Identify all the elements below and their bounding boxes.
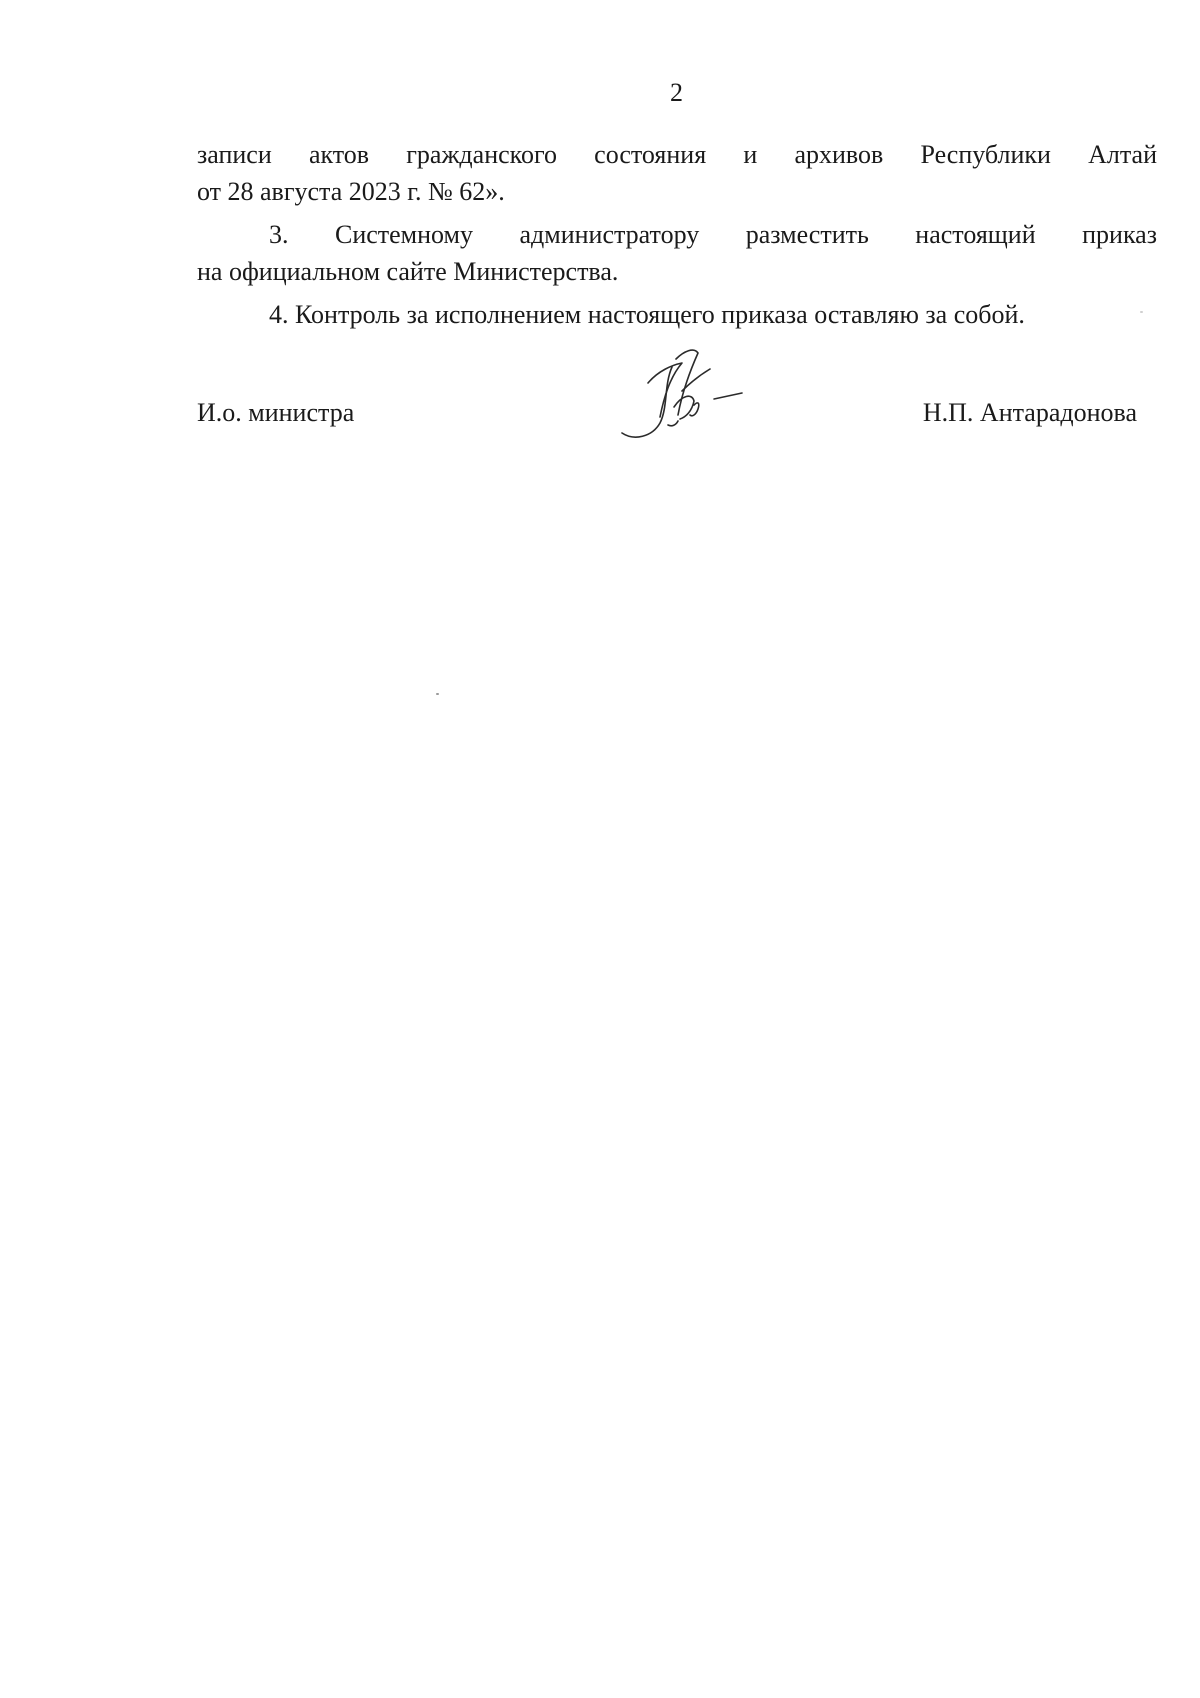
paragraph-item-4: [197, 296, 1157, 333]
paragraph-line: 4. Контроль за исполнением настоящего приказа оставляю за собой.: [269, 300, 1025, 329]
scan-speck: [1140, 311, 1143, 313]
paragraph-line: от 28 августа 2023 г. № 62».: [197, 177, 505, 206]
paragraph-item-3: [197, 216, 1157, 290]
paragraph-line: на официальном сайте Министерства.: [197, 257, 619, 286]
scan-speck: [436, 693, 439, 695]
signatory-position: И.о. министра: [197, 398, 355, 427]
page-number: 2: [670, 78, 683, 107]
paragraph-line: 3. Системному администратору разместить настоящий приказ: [269, 220, 1157, 249]
document-body: [197, 136, 1157, 339]
signature-block: [197, 398, 1137, 438]
paragraph-line: записи актов гражданского состояния и архивов Республики Алтай: [197, 140, 1157, 169]
signatory-name: Н.П. Антарадонова: [922, 398, 1137, 427]
paragraph-continuation: [197, 136, 1157, 210]
